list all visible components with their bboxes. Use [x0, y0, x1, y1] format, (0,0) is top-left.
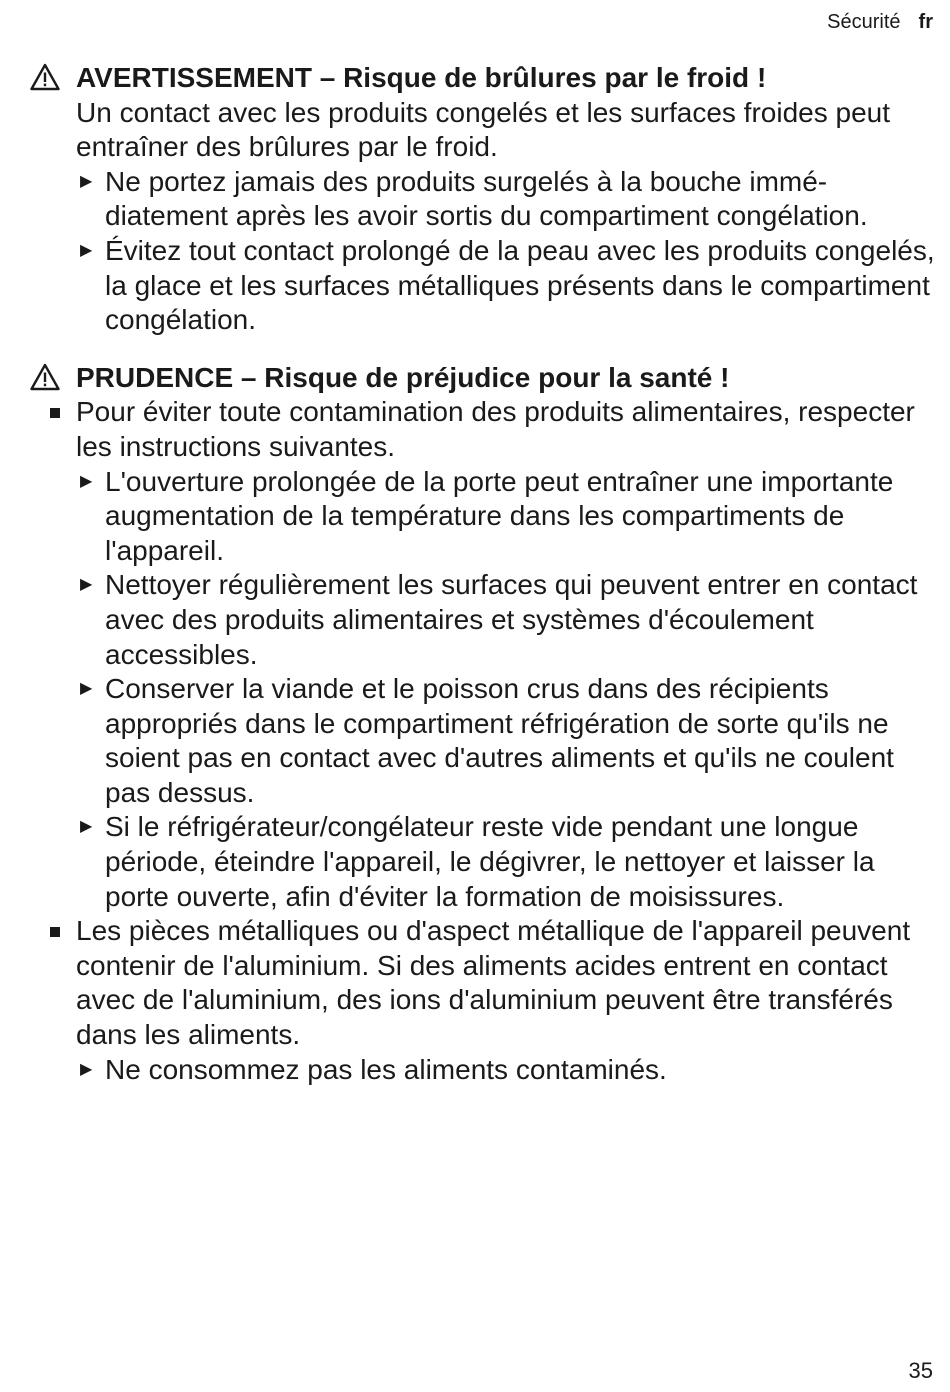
- instruction-step: [76, 568, 940, 672]
- arrow-right-icon: ▶: [80, 241, 93, 259]
- bullet-text: Pour éviter toute contamination des produits alimentaires, respecter les instructions suivantes.: [76, 396, 915, 462]
- bullet-text: Les pièces métalliques ou d'aspect métallique de l'appareil peuvent contenir de l'aluminium. Si des aliments acides entrent en contact avec de l'aluminium, des ions d'aluminium peuvent être transférés dans les aliments.: [76, 915, 911, 1051]
- instruction-step: [76, 1053, 940, 1088]
- instruction-text: Nettoyer régulièrement les surfaces qui peuvent entrer en contact avec des produits alimentaires et systèmes d'écoulement accessibles.: [105, 569, 918, 670]
- language-code: fr: [918, 11, 933, 33]
- arrow-right-icon: ▶: [80, 576, 93, 594]
- warning-triangle-icon: [30, 63, 60, 91]
- arrow-right-icon: ▶: [80, 172, 93, 190]
- instruction-text: Conserver la viande et le poisson crus dans des récipients appropriés dans le compartiment réfrigération de sorte qu'ils ne soient pas en contact avec d'autres aliments et qu'ils ne coulent pas dessus.: [105, 673, 894, 808]
- instruction-step: [76, 810, 940, 914]
- caution-block-health-risk: [30, 361, 940, 1087]
- instruction-text: Ne consommez pas les aliments contaminés.: [105, 1053, 667, 1085]
- page-number: 35: [908, 1358, 933, 1383]
- arrow-right-icon: ▶: [80, 818, 93, 836]
- instruction-text: Si le réfrigérateur/congélateur reste vide pendant une longue période, éteindre l'appareil, le dégivrer, le nettoyer et laisser la porte ouverte, afin d'éviter la formation de moisissures.: [105, 811, 875, 912]
- warning-triangle-icon: [30, 363, 60, 391]
- arrow-right-icon: ▶: [80, 680, 93, 698]
- arrow-right-icon: ▶: [80, 1060, 93, 1078]
- square-bullet-icon: [50, 927, 60, 937]
- warning-title: AVERTISSEMENT – Risque de brûlures par le froid !: [76, 62, 767, 93]
- instruction-text: Ne portez jamais des produits surgelés à la bouche immédiatement après les avoir sortis du compartiment congélation.: [105, 165, 868, 232]
- instruction-step: [76, 672, 940, 810]
- bullet-item: [76, 395, 940, 464]
- page-header: [827, 9, 933, 35]
- instruction-step: [76, 465, 940, 569]
- page-content: [30, 61, 940, 1087]
- warning-block-cold-burns: [30, 61, 940, 338]
- instruction-text: L'ouverture prolongée de la porte peut entraîner une importante augmentation de la température dans les compartiments de l'appareil.: [105, 465, 894, 566]
- section-title: Sécurité: [827, 11, 901, 33]
- arrow-right-icon: ▶: [80, 472, 93, 490]
- bullet-item: [76, 914, 940, 1052]
- instruction-step: [76, 234, 940, 338]
- instruction-text: Évitez tout contact prolongé de la peau avec les produits congelés, la glace et les surfaces métalliques présents dans le compartiment congélation.: [105, 234, 935, 336]
- caution-title: PRUDENCE – Risque de préjudice pour la santé !: [76, 361, 730, 393]
- warning-intro: Un contact avec les produits congelés et les surfaces froides peut entraîner des brûlures par le froid.: [76, 96, 890, 163]
- square-bullet-icon: [50, 408, 60, 418]
- instruction-step: [76, 165, 940, 234]
